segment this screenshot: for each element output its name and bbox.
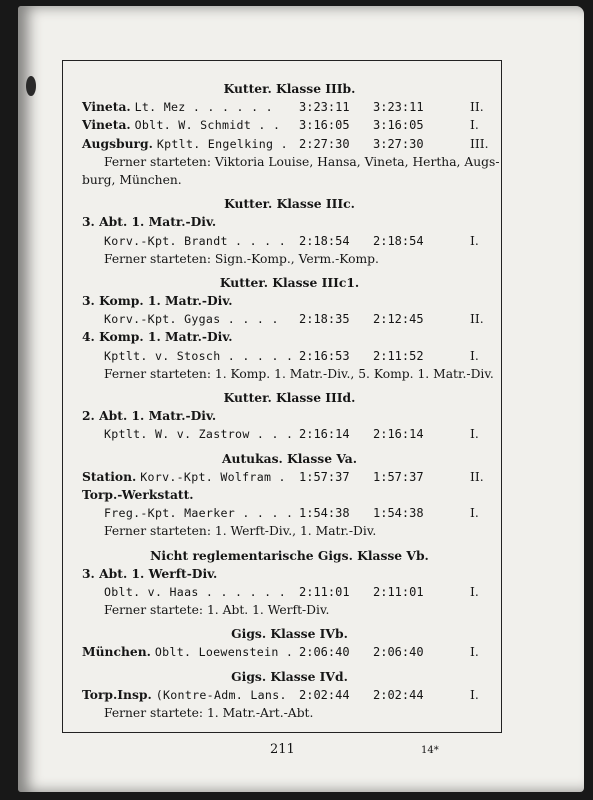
crew-name: Oblt. v. Haas . . . . . . [104, 584, 287, 599]
club-name: Station. [82, 468, 137, 484]
section-heading: Autukas. Klasse Va. [221, 450, 357, 466]
club-line: 2. Abt. 1. Matr.-Div. [82, 408, 217, 424]
time-corrected: 2:12:45 [373, 312, 424, 327]
time-raw: 2:06:40 [299, 645, 350, 660]
section-heading: Kutter. Klasse IIId. [223, 390, 356, 405]
time-raw: 3:23:11 [299, 100, 350, 115]
crew-name: Korv.-Kpt. Brandt . . . . [104, 233, 287, 248]
section-heading: Kutter. Klasse IIIb. [223, 81, 356, 96]
other-starters-note-continued: burg, München. [82, 172, 182, 187]
club-name: München. [82, 644, 151, 660]
crew-name: Lt. Mez . . . . . . [134, 100, 273, 115]
result-row [82, 468, 497, 486]
crew-name: Oblt. W. Schmidt . . [134, 118, 281, 133]
section-heading: Gigs. Klasse IVd. [231, 668, 348, 684]
time-raw: 1:54:38 [299, 506, 350, 521]
other-starters-note: Ferner starteten: Viktoria Louise, Hansa, Vineta, Hertha, Augs- [104, 154, 500, 169]
crew-name: Kptlt. v. Stosch . . . . . [104, 348, 294, 363]
result-row [82, 232, 497, 250]
page-number: 211 [270, 742, 295, 757]
crew-name: Kptlt. W. v. Zastrow . . . [104, 427, 294, 442]
other-starters-note: Ferner starteten: 1. Werft-Div., 1. Matr.-Div. [104, 524, 377, 539]
club-name: Vineta. [82, 117, 131, 133]
placing: I. [470, 427, 479, 442]
result-row [82, 116, 497, 134]
time-raw: 2:16:53 [299, 348, 350, 363]
placing: I. [470, 584, 479, 599]
result-row [82, 98, 497, 116]
placing: I. [470, 506, 479, 521]
result-row [82, 643, 497, 661]
placing: I. [470, 645, 479, 660]
time-raw: 2:16:14 [299, 427, 350, 442]
time-raw: 2:18:35 [299, 312, 350, 327]
crew-name: (Kontre-Adm. Lans. [155, 687, 287, 702]
result-row [82, 686, 497, 704]
time-corrected: 3:27:30 [373, 136, 424, 151]
section-heading: Gigs. Klasse IVb. [231, 626, 348, 642]
crew-name: Freg.-Kpt. Maerker . . . . [104, 506, 294, 521]
result-row [82, 583, 497, 601]
time-corrected: 2:11:01 [373, 584, 424, 599]
club-line: 3. Abt. 1. Werft-Div. [82, 565, 218, 581]
binding-mark [26, 76, 36, 96]
result-row [82, 135, 497, 153]
result-row [82, 347, 497, 365]
other-starters-note: Ferner startete: 1. Matr.-Art.-Abt. [104, 706, 314, 720]
time-corrected: 2:18:54 [373, 233, 424, 248]
placing: II. [470, 469, 484, 484]
club-name: Augsburg. [82, 135, 153, 151]
other-starters-note: Ferner startete: 1. Abt. 1. Werft-Div. [104, 603, 330, 618]
time-raw: 2:18:54 [299, 233, 350, 248]
club-line: 3. Abt. 1. Matr.-Div. [82, 214, 217, 230]
results-content [82, 80, 500, 722]
club-name: Torp.Insp. [82, 686, 152, 702]
time-corrected: 3:23:11 [373, 100, 424, 115]
club-line: Torp.-Werkstatt. [82, 486, 194, 502]
placing: III. [470, 136, 489, 151]
crew-name: Oblt. Loewenstein . [154, 645, 294, 660]
club-name: Vineta. [82, 99, 131, 115]
result-row [82, 310, 497, 328]
crew-name: Korv.-Kpt. Gygas . . . . [104, 312, 279, 327]
section-heading: Nicht reglementarische Gigs. Klasse Vb. [150, 547, 429, 563]
time-corrected: 1:54:38 [373, 506, 424, 521]
placing: I. [470, 118, 479, 133]
placing: I. [470, 348, 479, 363]
other-starters-note: Ferner starteten: Sign.-Komp., Verm.-Komp. [104, 251, 379, 266]
time-raw: 2:02:44 [299, 687, 350, 702]
time-corrected: 2:06:40 [373, 645, 424, 660]
placing: I. [470, 687, 479, 702]
placing: I. [470, 233, 479, 248]
time-raw: 2:27:30 [299, 136, 350, 151]
time-raw: 1:57:37 [299, 469, 350, 484]
time-corrected: 3:16:05 [373, 118, 424, 133]
crew-name: Korv.-Kpt. Wolfram . [140, 469, 286, 484]
time-corrected: 2:11:52 [373, 348, 424, 363]
section-heading: Kutter. Klasse IIIc1. [219, 274, 360, 290]
crew-name: Kptlt. Engelking . [156, 136, 288, 151]
result-row [82, 504, 497, 522]
other-starters-note: Ferner starteten: 1. Komp. 1. Matr.-Div., 5. Komp. 1. Matr.-Div. [104, 366, 494, 381]
section-heading: Kutter. Klasse IIIc. [224, 196, 355, 212]
time-raw: 3:16:05 [299, 118, 350, 133]
placing: II. [470, 312, 484, 327]
club-line: 4. Komp. 1. Matr.-Div. [82, 329, 233, 345]
placing: II. [470, 100, 484, 115]
result-row [82, 425, 497, 443]
time-corrected: 2:16:14 [373, 427, 424, 442]
time-raw: 2:11:01 [299, 584, 350, 599]
signature-mark: 14* [421, 745, 439, 756]
club-line: 3. Komp. 1. Matr.-Div. [82, 293, 233, 309]
time-corrected: 2:02:44 [373, 687, 424, 702]
time-corrected: 1:57:37 [373, 469, 424, 484]
